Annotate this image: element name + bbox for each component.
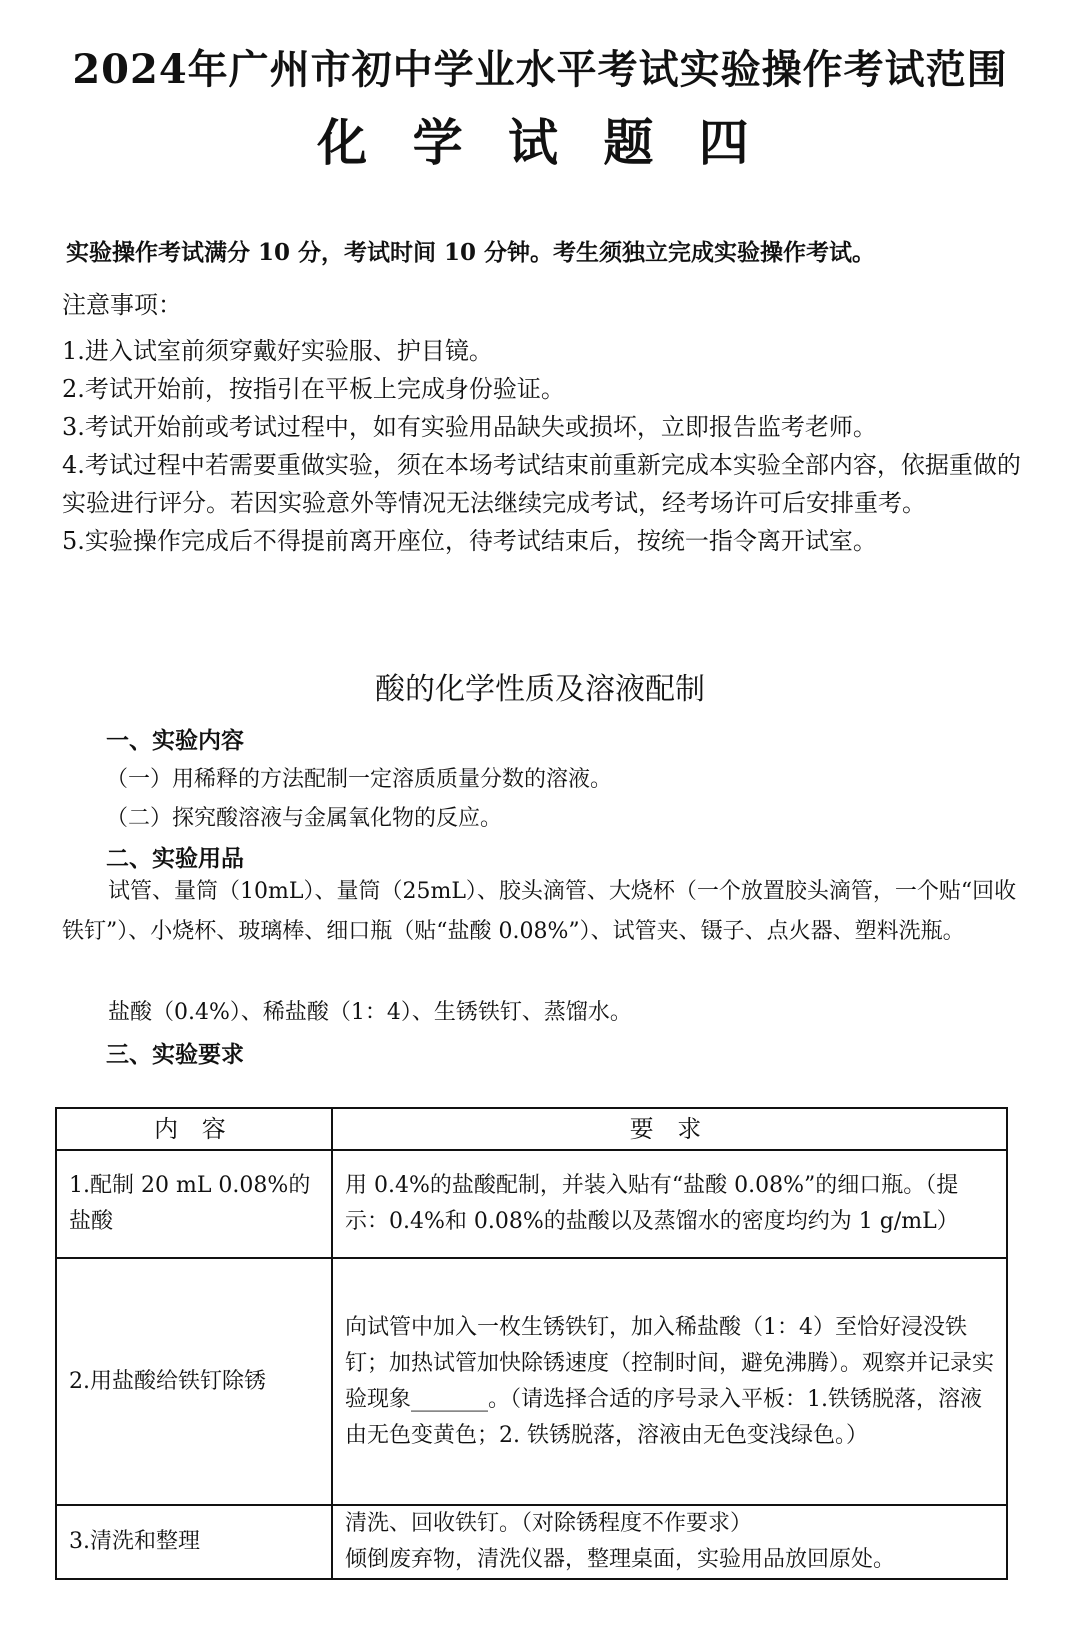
table-row [56,1258,1007,1505]
equipment-list: 试管、量筒（10mL）、量筒（25mL）、胶头滴管、大烧杯（一个放置胶头滴管，一个贴“回收铁钉”）、小烧杯、玻璃棒、细口瓶（贴“盐酸 0.08%”）、试管夹、镊子、点火器、塑料洗瓶。 [62,879,1017,944]
table-row [56,1150,1007,1258]
row-requirement: 向试管中加入一枚生锈铁钉，加入稀盐酸（1：4）至恰好浸没铁钉；加热试管加快除锈速度（控制时间，避免沸腾）。观察并记录实验现象_______。（请选择合适的序号录入平板：1.铁锈脱落，溶液由无色变黄色；2. 铁锈脱落，溶液由无色变浅绿色。） [332,1258,1007,1505]
section-heading-content: 一、实验内容 [106,727,244,754]
requirement-line: 清洗、回收铁钉。（对除锈程度不作要求） [345,1511,753,1536]
notes-heading: 注意事项： [62,291,182,319]
note-item: 2.考试开始前，按指引在平板上完成身份验证。 [62,375,565,403]
row-content: 1.配制 20 mL 0.08%的盐酸 [56,1150,332,1258]
note-item: 3.考试开始前或考试过程中，如有实验用品缺失或损坏，立即报告监考老师。 [62,413,877,441]
requirements-table [55,1107,1008,1580]
row-requirement [332,1505,1007,1579]
note-item: 1.进入试室前须穿戴好实验服、护目镜。 [62,337,493,365]
exam-intro: 实验操作考试满分 10 分，考试时间 10 分钟。考生须独立完成实验操作考试。 [66,239,876,266]
table-header-requirement: 要 求 [332,1108,1007,1150]
table-header-row [56,1108,1007,1150]
notes-list [62,332,1022,560]
reagent-list: 盐酸（0.4%）、稀盐酸（1：4）、生锈铁钉、蒸馏水。 [108,1000,632,1025]
note-item: 5.实验操作完成后不得提前离开座位，待考试结束后，按统一指令离开试室。 [62,527,877,555]
row-content: 2.用盐酸给铁钉除锈 [56,1258,332,1505]
experiment-title: 酸的化学性质及溶液配制 [375,672,705,707]
note-item: 4.考试过程中若需要重做实验，须在本场考试结束前重新完成本实验全部内容，依据重做的实验进行评分。若因实验意外等情况无法继续完成考试，经考场许可后安排重考。 [62,451,1021,517]
row-content: 3.清洗和整理 [56,1505,332,1579]
page-subtitle: 化 学 试 题 四 [317,113,763,172]
section-heading-requirements: 三、实验要求 [106,1041,244,1068]
row-requirement: 用 0.4%的盐酸配制，并装入贴有“盐酸 0.08%”的细口瓶。（提示：0.4%和 0.08%的盐酸以及蒸馏水的密度均约为 1 g/mL） [332,1150,1007,1258]
page-title: 2024年广州市初中学业水平考试实验操作考试范围 [72,46,1008,93]
section-heading-materials: 二、实验用品 [106,845,244,872]
content-item: （一）用稀释的方法配制一定溶质质量分数的溶液。 [106,767,613,792]
requirement-line: 倾倒废弃物，清洗仪器，整理桌面，实验用品放回原处。 [345,1547,896,1572]
content-item: （二）探究酸溶液与金属氧化物的反应。 [106,806,503,831]
table-row [56,1505,1007,1579]
table-header-content: 内 容 [56,1108,332,1150]
